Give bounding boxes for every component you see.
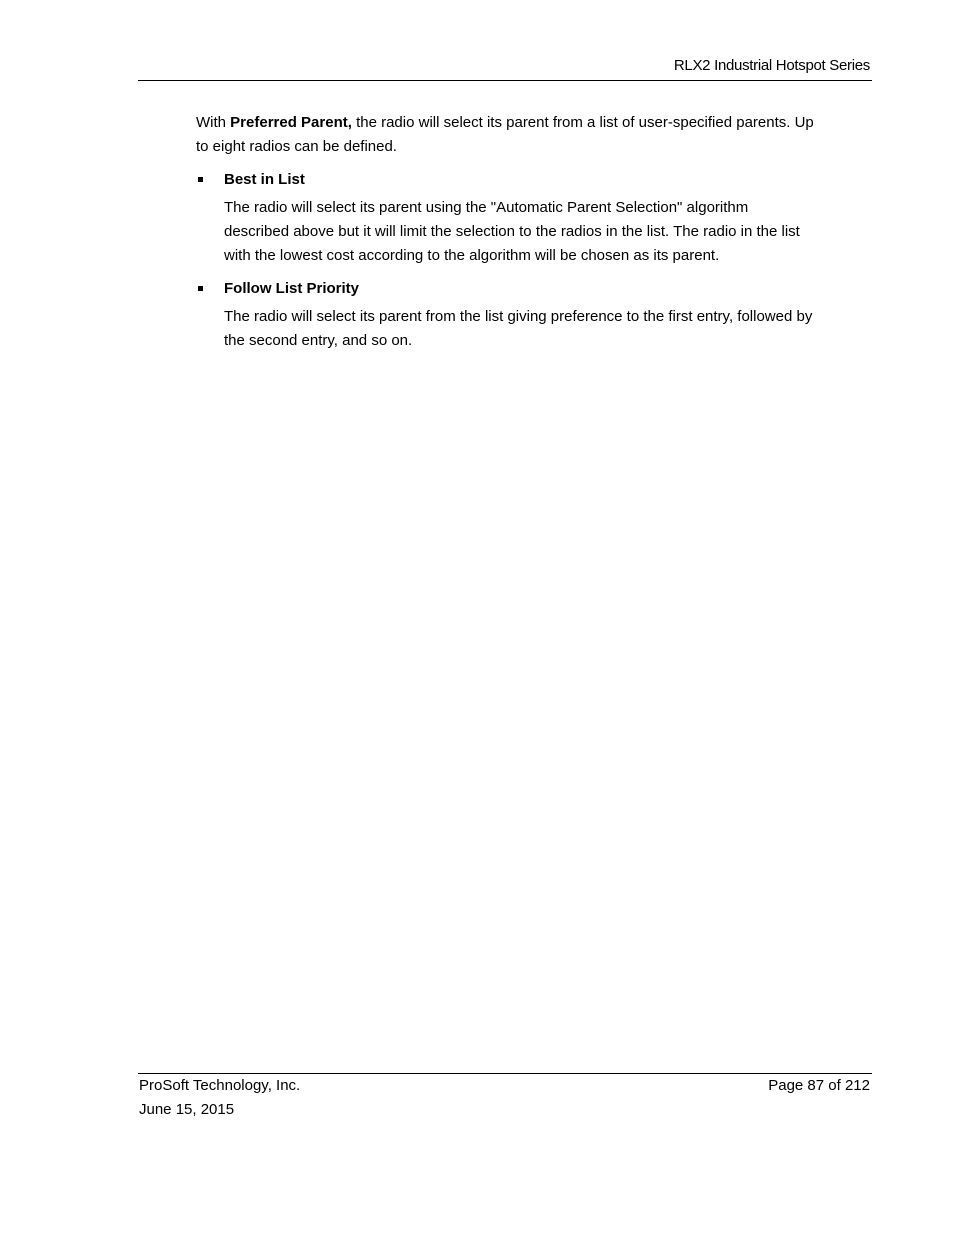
list-item — [196, 277, 816, 353]
bullet-title: Best in List — [224, 171, 305, 188]
list-item — [196, 168, 816, 268]
square-bullet-icon — [198, 177, 203, 182]
page-content — [196, 111, 816, 362]
document-title: RLX2 Industrial Hotspot Series — [673, 57, 870, 74]
publication-date: June 15, 2015 — [139, 1101, 235, 1118]
bullet-description: The radio will select its parent using the "Automatic Parent Selection" algorithm described above but it will limit the selection to the radios in the list. The radio in the list with the lowest cost according to the algorithm will be chosen as its parent. — [224, 199, 800, 264]
header-divider — [138, 80, 872, 81]
bullet-title: Follow List Priority — [224, 280, 360, 297]
intro-suffix: the radio will select its parent from a list of user-specified parents. Up to eight radios can be defined. — [196, 114, 814, 155]
intro-prefix: With — [196, 114, 231, 131]
intro-paragraph — [196, 111, 816, 159]
page-number: Page 87 of 212 — [768, 1077, 870, 1094]
company-name: ProSoft Technology, Inc. — [139, 1077, 301, 1094]
footer-left — [139, 1074, 300, 1122]
bullet-description: The radio will select its parent from the list giving preference to the first entry, followed by the second entry, and so on. — [224, 308, 813, 349]
intro-term: Preferred Parent, — [230, 114, 352, 131]
square-bullet-icon — [198, 286, 203, 291]
